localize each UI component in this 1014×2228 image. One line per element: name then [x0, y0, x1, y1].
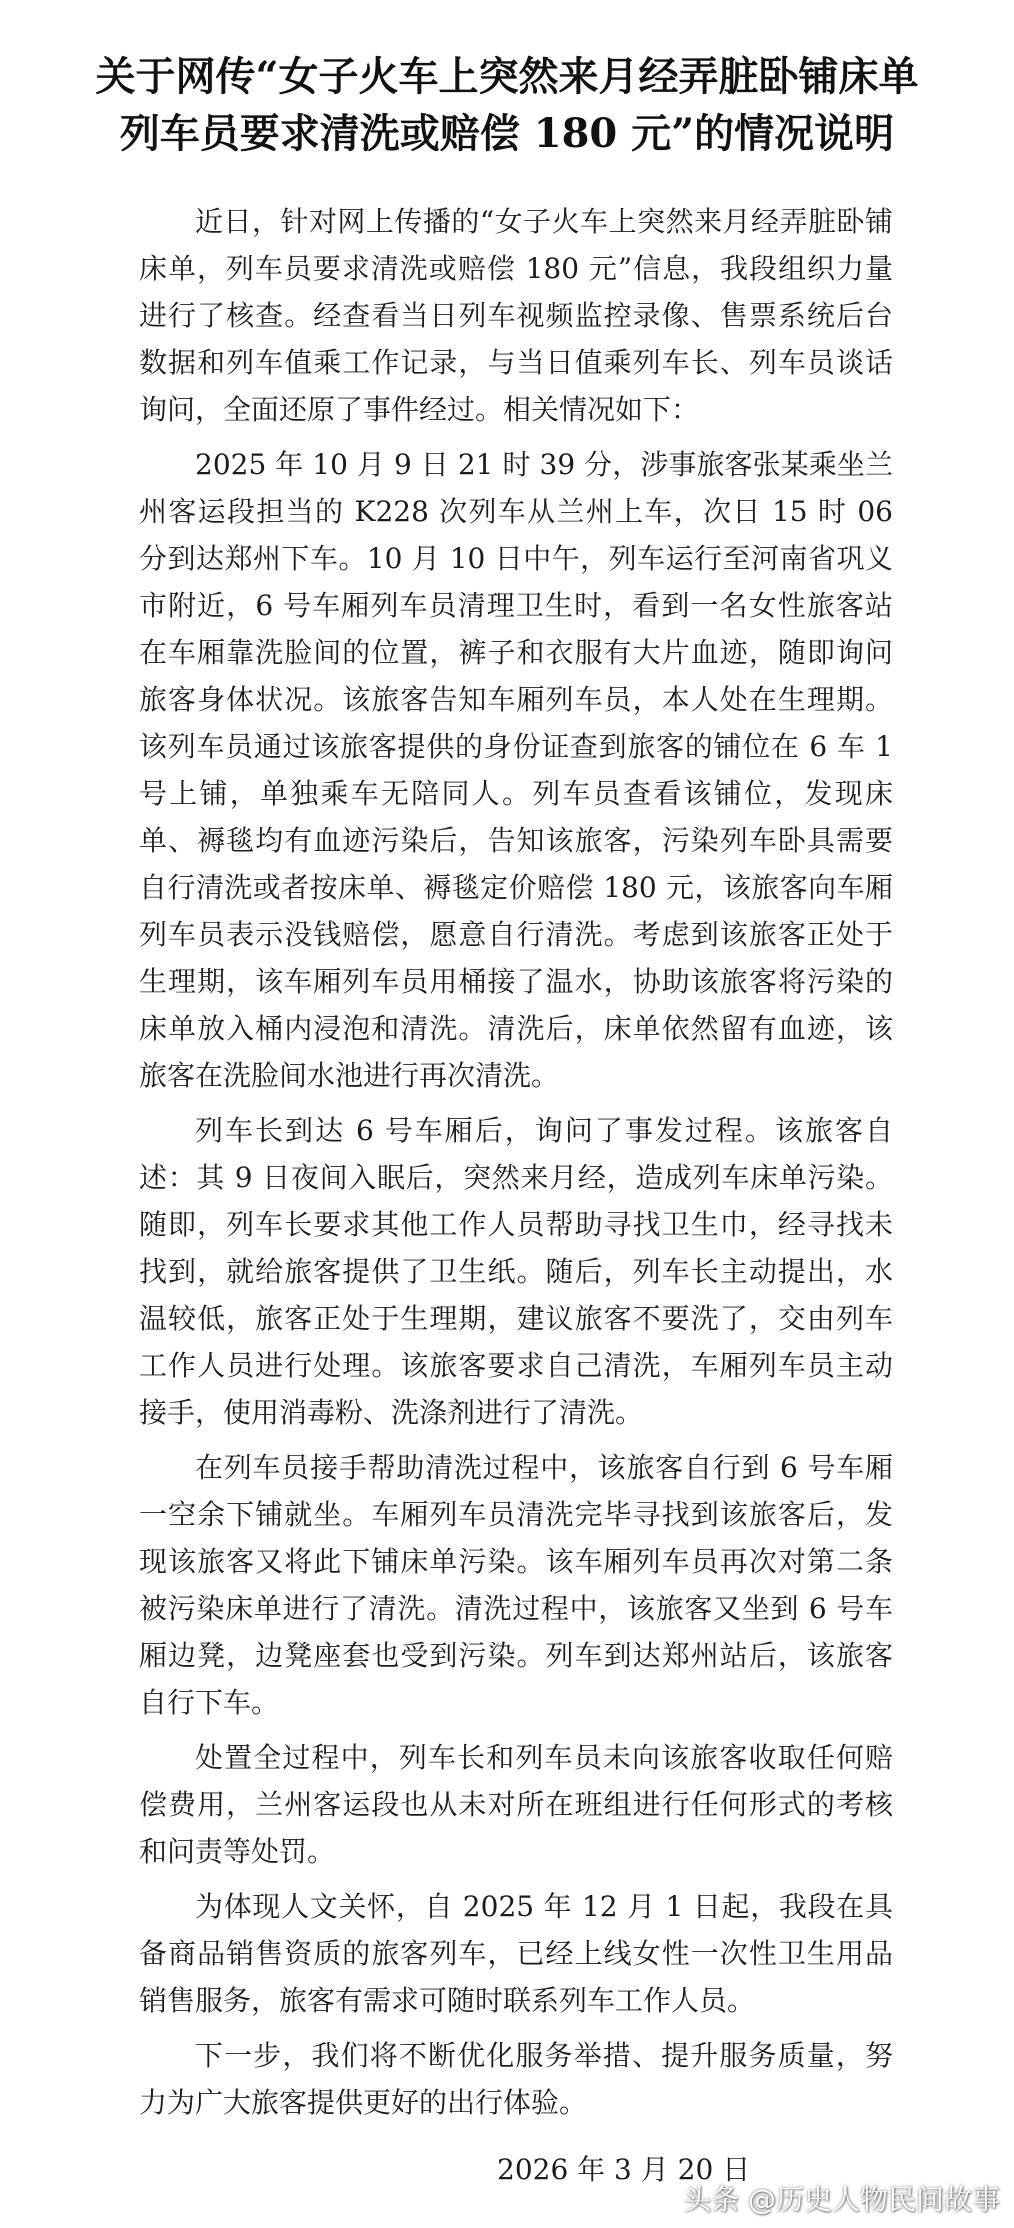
paragraph-incident: 2025 年 10 月 9 日 21 时 39 分，涉事旅客张某乘坐兰州客运段担当的 K228 次列车从兰州上车，次日 15 时 06 分到达郑州下车。10 月 10 日中午，列车运行至河南省巩义市附近，6 号车厢列车员清理卫生时，看到一名女性旅客站在车厢靠洗脸间的位置，裤子和衣服有大片血迹，随即询问旅客身体状况。该旅客告知车厢列车员，本人处在生理期。该列车员通过该旅客提供的身份证查到旅客的铺位在 6 车 1 号上铺，单独乘车无陪同人。列车员查看该铺位，发现床单、褥毯均有血迹污染后，告知该旅客，污染列车卧具需要自行清洗或者按床单、褥毯定价赔偿 180 元，该旅客向车厢列车员表示没钱赔偿，愿意自行清洗。考虑到该旅客正处于生理期，该车厢列车员用桶接了温水，协助该旅客将污染的床单放入桶内浸泡和清洗。清洗后，床单依然留有血迹，该旅客在洗脸间水池进行再次清洗。 [139, 448, 893, 1092]
paragraph-no-fees: 处置全过程中，列车长和列车员未向该旅客收取任何赔偿费用，兰州客运段也从未对所在班组进行任何形式的考核和问责等处罚。 [139, 1741, 893, 1868]
paragraph-cleaning: 在列车员接手帮助清洗过程中，该旅客自行到 6 号车厢一空余下铺就坐。车厢列车员清洗完毕寻找到该旅客后，发现该旅客又将此下铺床单污染。该车厢列车员再次对第二条被污染床单进行了清洗。清洗过程中，该旅客又坐到 6 号车厢边凳，边凳座套也受到污染。列车到达郑州站后，该旅客自行下车。 [139, 1451, 893, 1719]
document-date: 2026 年 3 月 20 日 [497, 2153, 751, 2186]
document-body [139, 198, 893, 2134]
paragraph-care-service: 为体现人文关怀，自 2025 年 12 月 1 日起，我段在具备商品销售资质的旅客列车，已经上线女性一次性卫生用品销售服务，旅客有需求可随时联系列车工作人员。 [139, 1890, 893, 2017]
paragraph-next-steps: 下一步，我们将不断优化服务举措、提升服务质量，努力为广大旅客提供更好的出行体验。 [139, 2039, 893, 2119]
paragraph-intro: 近日，针对网上传播的“女子火车上突然来月经弄脏卧铺床单，列车员要求清洗或赔偿 180 元”信息，我段组织力量进行了核查。经查看当日列车视频监控录像、售票系统后台数据和列车值乘工作记录，与当日值乘列车长、列车员谈话询问，全面还原了事件经过。相关情况如下： [139, 205, 893, 426]
title-line-1: 关于网传“女子火车上突然来月经弄脏卧铺床单 [95, 53, 919, 100]
source-watermark: 头条 @历史人物民间故事 [683, 2183, 1000, 2216]
paragraph-conductor: 列车长到达 6 号车厢后，询问了事发过程。该旅客自述：其 9 日夜间入眠后，突然来月经，造成列车床单污染。随即，列车长要求其他工作人员帮助寻找卫生巾，经寻找未找到，就给旅客提供了卫生纸。随后，列车长主动提出，水温较低，旅客正处于生理期，建议旅客不要洗了，交由列车工作人员进行处理。该旅客要求自己清洗，车厢列车员主动接手，使用消毒粉、洗涤剂进行了清洗。 [139, 1114, 893, 1429]
document-title [0, 48, 1014, 162]
title-line-2: 列车员要求清洗或赔偿 180 元”的情况说明 [119, 110, 895, 157]
